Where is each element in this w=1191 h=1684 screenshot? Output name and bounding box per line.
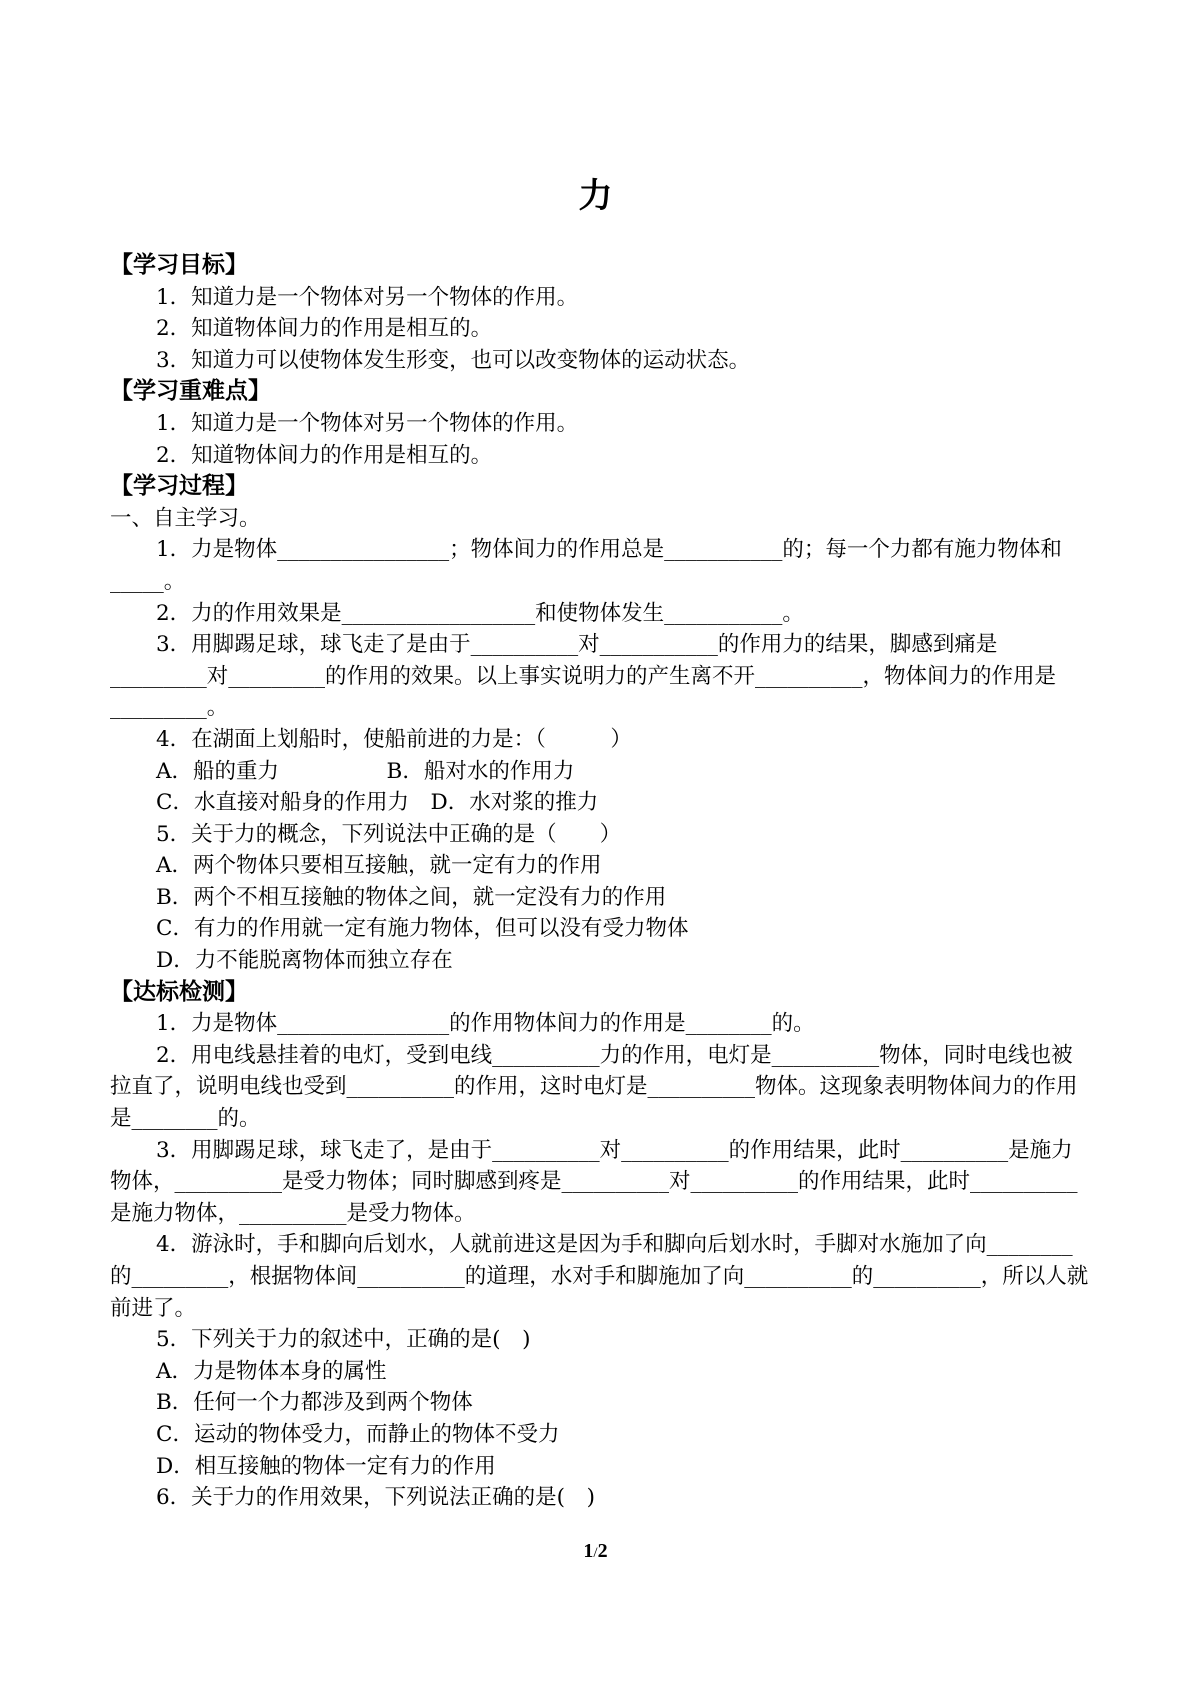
- question-text: 5．下列关于力的叙述中，正确的是( ): [156, 1327, 531, 1353]
- heading-check: 【达标检测】: [110, 978, 248, 1005]
- answer-option: C．有力的作用就一定有施力物体，但可以没有受力物体: [156, 916, 689, 942]
- answer-option: C．运动的物体受力，而静止的物体不受力: [156, 1421, 560, 1447]
- answer-option: A．两个物体只要相互接触，就一定有力的作用: [156, 853, 602, 879]
- question-text: 3．用脚踢足球，球飞走了是由于__________对___________的作用力的结果，脚感到痛是_________对_________的作用的效果。以上事实说明力的产生离不开__________，物体间力的作用是_________。: [110, 632, 1057, 721]
- heading-key-points: 【学习重难点】: [110, 378, 271, 405]
- key-point-item: 2．知道物体间力的作用是相互的。: [156, 442, 493, 468]
- question-text: 2．力的作用效果是__________________和使物体发生___________。: [156, 600, 804, 626]
- question-text: 4．游泳时，手和脚向后划水，人就前进这是因为手和脚向后划水时，手脚对水施加了向________的_________，根据物体间__________的道理，水对手和脚施加了向__________的__________，所以人就前进了。: [110, 1232, 1089, 1321]
- page-separator: /: [593, 1545, 598, 1561]
- current-page: 1: [583, 1540, 594, 1562]
- question-text: 4．在湖面上划船时，使船前进的力是：（ ）: [156, 726, 632, 752]
- answer-option: D．力不能脱离物体而独立存在: [156, 948, 453, 974]
- heading-goals: 【学习目标】: [110, 252, 248, 278]
- question-text: 2．用电线悬挂着的电灯，受到电线__________力的作用，电灯是__________物体，同时电线也被拉直了，说明电线也受到__________的作用，这时电灯是__________物体。这现象表明物体间力的作用是________的。: [110, 1042, 1078, 1132]
- answer-option: A．力是物体本身的属性: [156, 1358, 387, 1384]
- document-body: [110, 250, 1090, 1514]
- total-pages: 2: [597, 1540, 608, 1562]
- goal-item: 3．知道力可以使物体发生形变，也可以改变物体的运动状态。: [156, 347, 751, 373]
- answer-option: A．船的重力 B．船对水的作用力: [156, 758, 575, 784]
- goal-item: 2．知道物体间力的作用是相互的。: [156, 316, 493, 342]
- question-text: 1．力是物体________________的作用物体间力的作用是________的。: [156, 1011, 815, 1037]
- answer-option: C．水直接对船身的作用力 D．水对浆的推力: [156, 790, 599, 816]
- question-text: 3．用脚踢足球，球飞走了，是由于__________对__________的作用结果，此时__________是施力物体，__________是受力物体；同时脚感到疼是__________对__________的作用结果，此时__________是施力物体，__________是受力物体。: [110, 1137, 1078, 1226]
- answer-option: B．两个不相互接触的物体之间，就一定没有力的作用: [156, 884, 667, 910]
- section-self-study: 一、自主学习。: [110, 505, 261, 531]
- heading-process: 【学习过程】: [110, 473, 248, 500]
- answer-option: B．任何一个力都涉及到两个物体: [156, 1390, 473, 1416]
- question-text: 5．关于力的概念，下列说法中正确的是（ ）: [156, 821, 622, 847]
- page-title: 力: [578, 176, 613, 216]
- answer-option: D．相互接触的物体一定有力的作用: [156, 1453, 496, 1479]
- goal-item: 1．知道力是一个物体对另一个物体的作用。: [156, 284, 579, 310]
- key-point-item: 1．知道力是一个物体对另一个物体的作用。: [156, 410, 579, 436]
- question-text: 6．关于力的作用效果，下列说法正确的是( ): [156, 1485, 595, 1511]
- question-text: 1．力是物体________________；物体间力的作用总是___________的；每一个力都有施力物体和_____。: [110, 537, 1062, 594]
- page-number: [0, 1540, 1191, 1563]
